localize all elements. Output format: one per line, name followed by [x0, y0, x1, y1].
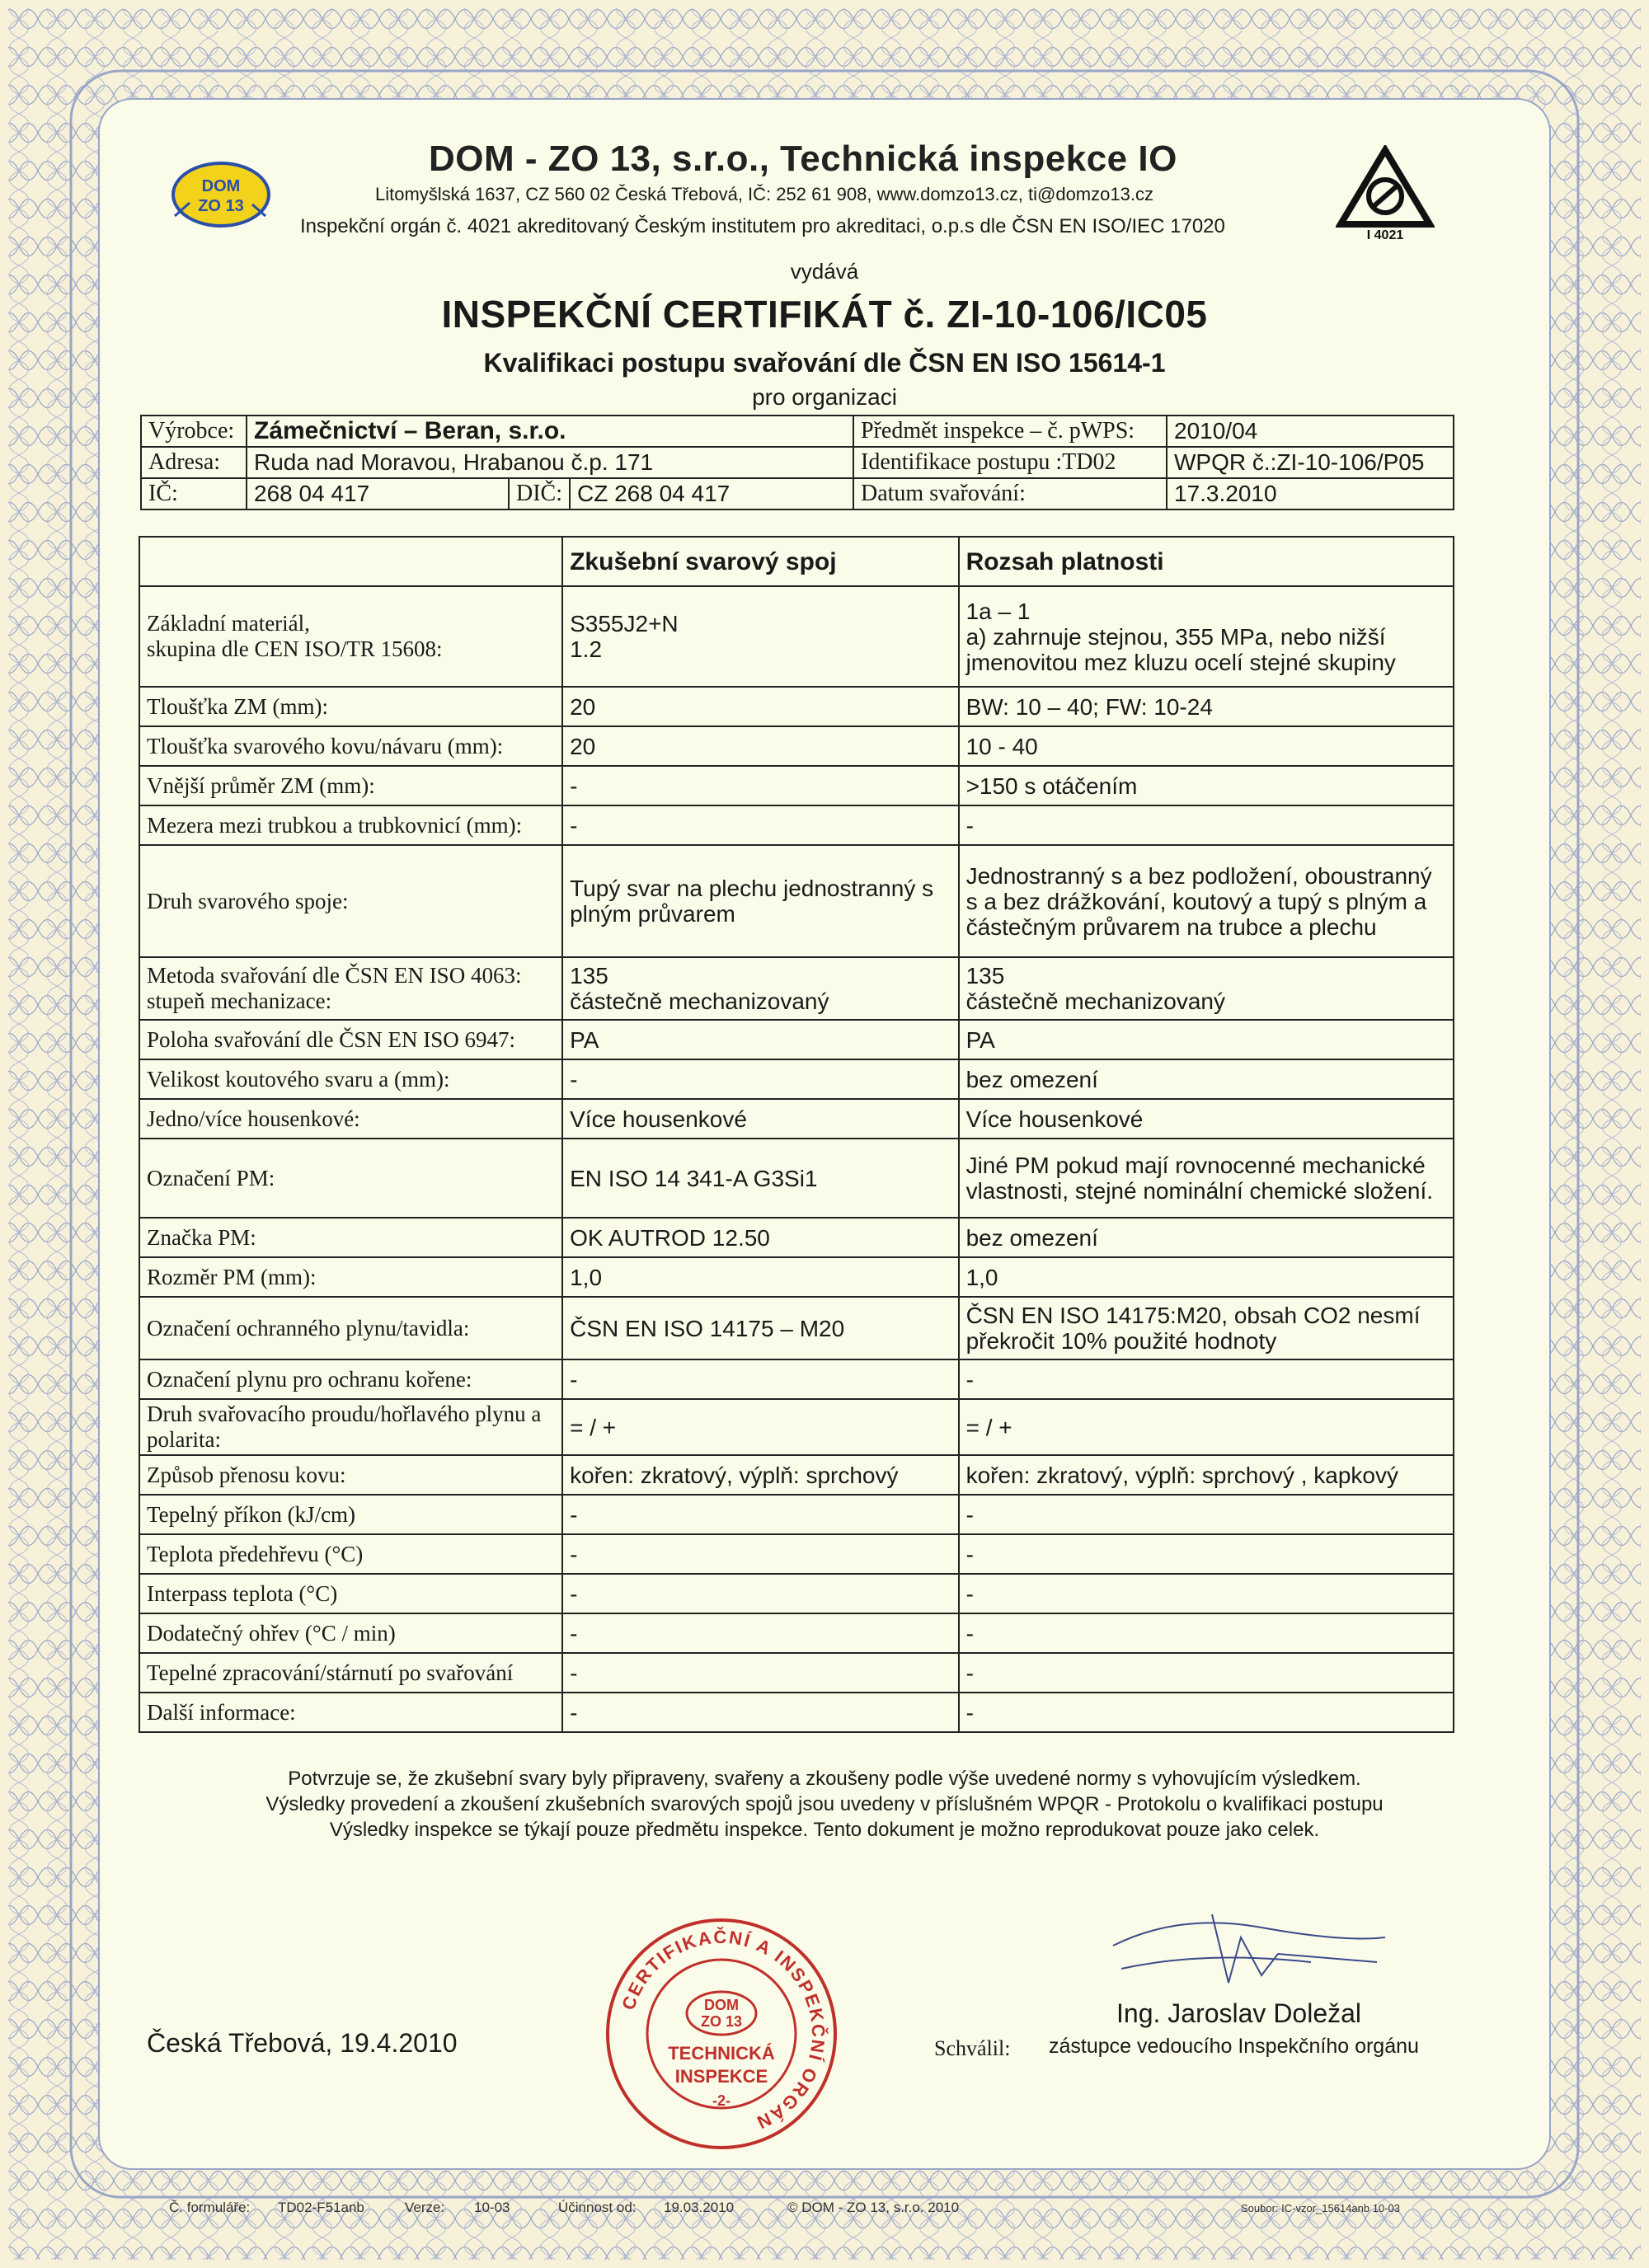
row-range-value: >150 s otáčením	[959, 766, 1454, 805]
row-label: Druh svařovacího proudu/hořlavého plynu a polarita:	[139, 1399, 562, 1455]
row-test-value: 135 částečně mechanizovaný	[562, 957, 958, 1020]
row-test-value: kořen: zkratový, výplň: sprchový	[562, 1455, 958, 1495]
subject-value: 2010/04	[1167, 416, 1454, 447]
svg-text:ZO 13: ZO 13	[700, 2013, 743, 2030]
dic-label: DIČ:	[509, 478, 570, 509]
row-label: Označení ochranného plynu/tavidla:	[139, 1297, 562, 1359]
row-label: Označení plynu pro ochranu kořene:	[139, 1359, 562, 1399]
footer-form-label: Č. formuláře:	[169, 2200, 251, 2215]
svg-text:CERTIFIKAČNÍ A INSPEKČNÍ ORGÁN: CERTIFIKAČNÍ A INSPEKČNÍ ORGÁN	[618, 1926, 829, 2134]
table-row	[139, 687, 1454, 726]
row-range-value: -	[959, 1653, 1454, 1693]
row-label: Mezera mezi trubkou a trubkovnicí (mm):	[139, 805, 562, 845]
row-test-value: -	[562, 1534, 958, 1574]
address-label: Adresa:	[141, 447, 247, 478]
row-range-value: bez omezení	[959, 1059, 1454, 1099]
row-range-value: -	[959, 1495, 1454, 1534]
company-name: DOM - ZO 13, s.r.o., Technická inspekce IO	[429, 139, 1177, 179]
for-organization: pro organizaci	[752, 384, 897, 410]
table-row	[139, 1099, 1454, 1139]
row-label: Jedno/více housenkové:	[139, 1099, 562, 1139]
signer-role: zástupce vedoucího Inspekčního orgánu	[1049, 2035, 1419, 2058]
ident-label: Identifikace postupu :TD02	[853, 447, 1167, 478]
table-row	[139, 1297, 1454, 1359]
date-label: Datum svařování:	[853, 478, 1167, 509]
row-range-value: 10 - 40	[959, 726, 1454, 766]
row-range-value: -	[959, 1574, 1454, 1613]
row-range-value: Jiné PM pokud mají rovnocenné mechanické vlastnosti, stejné nominální chemické složení.	[959, 1139, 1454, 1218]
row-test-value: -	[562, 1653, 958, 1693]
row-test-value: -	[562, 1613, 958, 1653]
svg-text:ZO 13: ZO 13	[198, 197, 244, 215]
row-label: Velikost koutového svaru a (mm):	[139, 1059, 562, 1099]
row-test-value: Tupý svar na plechu jednostranný s plným průvarem	[562, 845, 958, 957]
row-label: Teplota předehřevu (°C)	[139, 1534, 562, 1574]
header-empty	[139, 537, 562, 586]
place-and-date: Česká Třebová, 19.4.2010	[147, 2028, 458, 2058]
ic-label: IČ:	[141, 478, 247, 509]
organization-table	[140, 415, 1454, 510]
address-value: Ruda nad Moravou, Hrabanou č.p. 171	[247, 447, 853, 478]
table-row	[139, 1613, 1454, 1653]
footer-valid-label: Účinnost od:	[558, 2200, 637, 2215]
issues-text: vydává	[790, 259, 859, 284]
row-range-value: bez omezení	[959, 1218, 1454, 1257]
row-test-value: 1,0	[562, 1257, 958, 1297]
row-test-value: OK AUTROD 12.50	[562, 1218, 958, 1257]
row-range-value: -	[959, 1693, 1454, 1732]
footer-version-value: 10-03	[474, 2200, 510, 2215]
row-test-value: ČSN EN ISO 14175 – M20	[562, 1297, 958, 1359]
signer-name: Ing. Jaroslav Doležal	[1116, 1998, 1362, 2028]
welding-parameters-table	[139, 536, 1454, 1733]
ident-value: WPQR č.:ZI-10-106/P05	[1167, 447, 1454, 478]
dic-value: CZ 268 04 417	[570, 478, 853, 509]
row-label: Metoda svařování dle ČSN EN ISO 4063: stupeň mechanizace:	[139, 957, 562, 1020]
confirmation-line: Výsledky provedení a zkoušení zkušebních svarových spojů jsou uvedeny v příslušném WPQR - Protokolu o kvalifikaci postupu	[265, 1793, 1384, 1815]
table-row	[139, 586, 1454, 687]
approved-label: Schválil:	[934, 2036, 1011, 2060]
date-value: 17.3.2010	[1167, 478, 1454, 509]
footer-version-label: Verze:	[405, 2200, 445, 2215]
table-row	[139, 1059, 1454, 1099]
row-label: Interpass teplota (°C)	[139, 1574, 562, 1613]
row-range-value: -	[959, 1534, 1454, 1574]
row-label: Poloha svařování dle ČSN EN ISO 6947:	[139, 1020, 562, 1059]
row-range-value: BW: 10 – 40; FW: 10-24	[959, 687, 1454, 726]
row-test-value: = / +	[562, 1399, 958, 1455]
table-row	[139, 766, 1454, 805]
table-row	[139, 1399, 1454, 1455]
row-label: Tepelné zpracování/stárnutí po svařování	[139, 1653, 562, 1693]
row-label: Základní materiál, skupina dle CEN ISO/TR 15608:	[139, 586, 562, 687]
row-range-value: -	[959, 1359, 1454, 1399]
row-test-value: 20	[562, 726, 958, 766]
row-test-value: 20	[562, 687, 958, 726]
company-address: Litomyšlská 1637, CZ 560 02 Česká Třebová, IČ: 252 61 908, www.domzo13.cz, ti@domzo13.cz	[375, 184, 1153, 204]
confirmation-text	[0, 1766, 1649, 1843]
row-label: Druh svarového spoje:	[139, 845, 562, 957]
row-label: Vnější průměr ZM (mm):	[139, 766, 562, 805]
accreditation-logo	[1336, 145, 1435, 244]
svg-text:I 4021: I 4021	[1366, 228, 1404, 242]
row-range-value: Jednostranný s a bez podložení, oboustranný s a bez drážkování, koutový a tupý s plným a částečným průvarem na trubce a plechu	[959, 845, 1454, 957]
row-test-value: -	[562, 805, 958, 845]
row-label: Tloušťka ZM (mm):	[139, 687, 562, 726]
manufacturer-label: Výrobce:	[141, 416, 247, 447]
svg-text:INSPEKCE: INSPEKCE	[674, 2066, 768, 2087]
svg-text:DOM: DOM	[201, 177, 241, 195]
footer-form-value: TD02-F51anb	[278, 2200, 364, 2215]
table-row	[139, 1139, 1454, 1218]
row-label: Způsob přenosu kovu:	[139, 1455, 562, 1495]
row-range-value: 135 částečně mechanizovaný	[959, 957, 1454, 1020]
row-label: Tloušťka svarového kovu/návaru (mm):	[139, 726, 562, 766]
row-label: Tepelný příkon (kJ/cm)	[139, 1495, 562, 1534]
row-test-value: -	[562, 1693, 958, 1732]
row-range-value: 1,0	[959, 1257, 1454, 1297]
row-test-value: -	[562, 1359, 958, 1399]
table-row	[139, 1257, 1454, 1297]
row-test-value: -	[562, 1495, 958, 1534]
svg-text:TECHNICKÁ: TECHNICKÁ	[668, 2043, 775, 2064]
table-row	[139, 1693, 1454, 1732]
row-test-value: -	[562, 1059, 958, 1099]
confirmation-line: Výsledky inspekce se týkají pouze předmětu inspekce. Tento dokument je možno reprodukovat pouze jako celek.	[329, 1819, 1320, 1841]
row-range-value: = / +	[959, 1399, 1454, 1455]
manufacturer-value: Zámečnictví – Beran, s.r.o.	[247, 416, 853, 447]
row-test-value: -	[562, 766, 958, 805]
table-row	[139, 1495, 1454, 1534]
table-row	[139, 845, 1454, 957]
svg-text:DOM: DOM	[704, 1997, 739, 2013]
row-label: Dodatečný ohřev (°C / min)	[139, 1613, 562, 1653]
row-range-value: -	[959, 805, 1454, 845]
row-range-value: ČSN EN ISO 14175:M20, obsah CO2 nesmí překročit 10% použité hodnoty	[959, 1297, 1454, 1359]
dom-zo13-logo	[167, 158, 280, 231]
row-range-value: PA	[959, 1020, 1454, 1059]
official-stamp	[602, 1914, 841, 2153]
table-row	[139, 805, 1454, 845]
table-row	[139, 1455, 1454, 1495]
svg-text:-2-: -2-	[712, 2092, 731, 2109]
header-test-joint: Zkušební svarový spoj	[562, 537, 958, 586]
row-range-value: kořen: zkratový, výplň: sprchový , kapkový	[959, 1455, 1454, 1495]
footer-copyright: © DOM - ZO 13, s.r.o. 2010	[787, 2200, 960, 2215]
handwritten-signature	[1105, 1904, 1402, 1995]
table-row	[139, 1359, 1454, 1399]
row-test-value: S355J2+N 1.2	[562, 586, 958, 687]
table-row	[139, 1218, 1454, 1257]
row-test-value: PA	[562, 1020, 958, 1059]
row-test-value: Více housenkové	[562, 1099, 958, 1139]
row-label: Označení PM:	[139, 1139, 562, 1218]
table-row	[139, 726, 1454, 766]
row-label: Značka PM:	[139, 1218, 562, 1257]
ic-value: 268 04 417	[247, 478, 509, 509]
row-range-value: Více housenkové	[959, 1099, 1454, 1139]
row-label: Další informace:	[139, 1693, 562, 1732]
table-row	[139, 1020, 1454, 1059]
row-label: Rozměr PM (mm):	[139, 1257, 562, 1297]
accreditation-text: Inspekční orgán č. 4021 akreditovaný Českým institutem pro akreditaci, o.p.s dle ČSN EN ISO/IEC 17020	[300, 215, 1225, 237]
row-range-value: 1a – 1 a) zahrnuje stejnou, 355 MPa, nebo nižší jmenovitou mez kluzu ocelí stejné skupiny	[959, 586, 1454, 687]
row-range-value: -	[959, 1613, 1454, 1653]
footer-valid-value: 19.03.2010	[664, 2200, 735, 2215]
row-test-value: -	[562, 1574, 958, 1613]
table-row	[139, 1534, 1454, 1574]
certificate-title: INSPEKČNÍ CERTIFIKÁT č. ZI-10-106/IC05	[441, 293, 1208, 336]
confirmation-line: Potvrzuje se, že zkušební svary byly připraveny, svařeny a zkoušeny podle výše uvedené normy s vyhovujícím výsledkem.	[288, 1768, 1361, 1790]
table-row	[139, 1574, 1454, 1613]
table-row	[139, 957, 1454, 1020]
certificate-subtitle: Kvalifikaci postupu svařování dle ČSN EN ISO 15614-1	[483, 348, 1166, 378]
header-validity-range: Rozsah platnosti	[959, 537, 1454, 586]
row-test-value: EN ISO 14 341-A G3Si1	[562, 1139, 958, 1218]
table-row	[139, 1653, 1454, 1693]
subject-label: Předmět inspekce – č. pWPS:	[853, 416, 1167, 447]
footer-file: Soubor: IC-vzor_15614anb 10-03	[1241, 2202, 1400, 2214]
